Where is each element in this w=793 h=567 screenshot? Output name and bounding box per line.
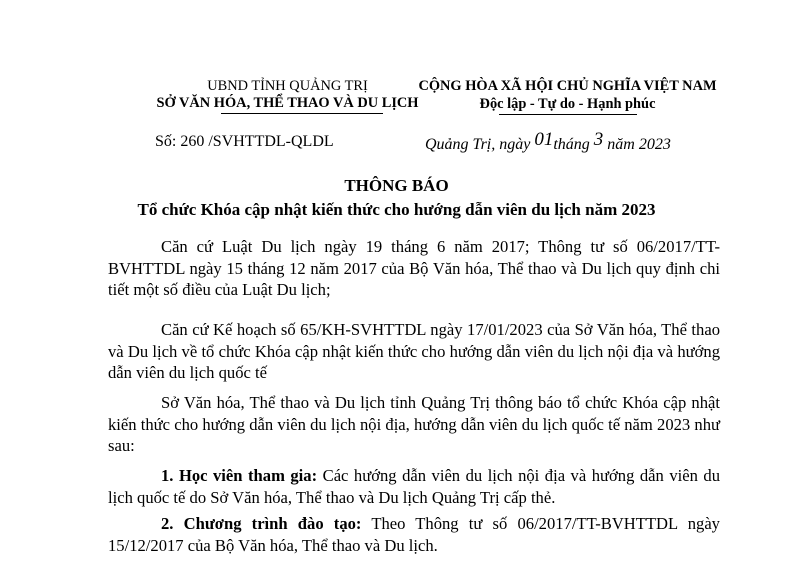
year-label: năm 2023	[607, 136, 671, 153]
paragraph-legal-basis-1: Căn cứ Luật Du lịch ngày 19 tháng 6 năm 2017; Thông tư số 06/2017/TT-BVHTTDL ngày 15 tháng 12 năm 2017 của Bộ Văn hóa, Thể thao và Du lịch quy định chi tiết một số điều của Luật Du lịch;	[108, 237, 720, 299]
nation-title: CỘNG HÒA XÃ HỘI CHỦ NGHĨA VIỆT NAM	[418, 78, 717, 94]
month-label: tháng	[553, 136, 590, 153]
paragraph-announcement: Sở Văn hóa, Thể thao và Du lịch tỉnh Quảng Trị thông báo tổ chức Khóa cập nhật kiến thức cho hướng dẫn viên du lịch nội địa, hướng dẫn viên du lịch quốc tế năm 2023 như sau:	[108, 393, 720, 455]
date-day: 01	[534, 129, 554, 150]
document-number	[155, 133, 334, 151]
document-subject: Tổ chức Khóa cập nhật kiến thức cho hướng dẫn viên du lịch năm 2023	[137, 200, 656, 219]
motto-underline	[499, 114, 637, 115]
section-training-program	[108, 513, 720, 556]
place-date	[425, 129, 671, 155]
document-type-title: THÔNG BÁO	[344, 176, 449, 195]
agency-underline	[221, 113, 383, 114]
paragraph-legal-basis-2: Căn cứ Kế hoạch số 65/KH-SVHTTDL ngày 17/01/2023 của Sở Văn hóa, Thể thao và Du lịch về tổ chức Khóa cập nhật kiến thức cho hướng dẫn viên du lịch nội địa và hướng dẫn viên du lịch quốc tế	[108, 320, 720, 382]
agency-parent: UBND TỈNH QUẢNG TRỊ	[207, 78, 368, 94]
participants-text: Các hướng dẫn viên du lịch nội địa và hướng dẫn viên du lịch quốc tế do Sở Văn hóa, Thể thao và Du lịch Quảng Trị cấp thẻ.	[108, 466, 720, 507]
training-program-heading: 2. Chương trình đào tạo:	[161, 514, 362, 533]
training-program-text: Theo Thông tư số 06/2017/TT-BVHTTDL ngày 15/12/2017 của Bộ Văn hóa, Thể thao và Du lịch.	[108, 514, 720, 555]
place-label: Quảng Trị, ngày	[425, 136, 531, 153]
doc-number-prefix: Số:	[155, 133, 177, 150]
doc-number-suffix: /SVHTTDL-QLDL	[208, 133, 334, 150]
section-participants	[108, 465, 720, 508]
agency-name: SỞ VĂN HÓA, THỂ THAO VÀ DU LỊCH	[156, 95, 419, 111]
doc-number-value: 260	[180, 133, 205, 150]
nation-motto: Độc lập - Tự do - Hạnh phúc	[479, 96, 656, 112]
participants-heading: 1. Học viên tham gia:	[161, 466, 318, 485]
date-month: 3	[593, 129, 604, 150]
